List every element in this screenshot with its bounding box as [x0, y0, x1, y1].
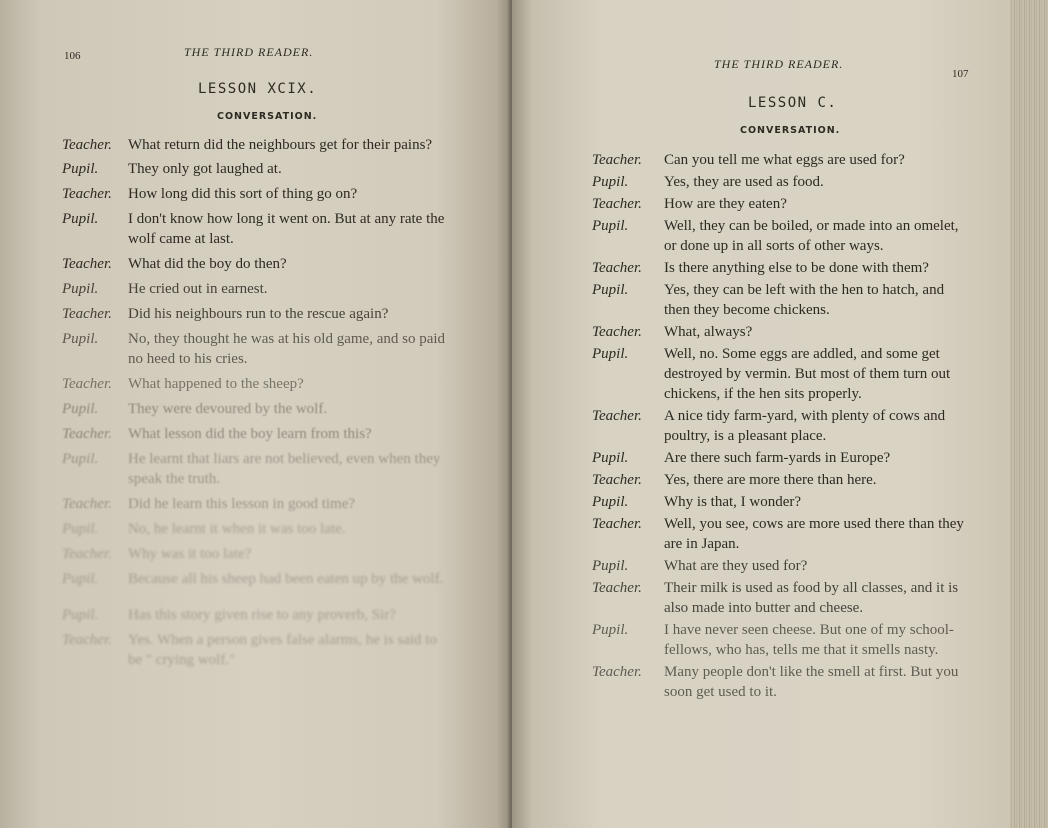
speaker-label: Pupil. [62, 211, 99, 227]
line-text: Did he learn this lesson in good time? [128, 496, 356, 512]
dialogue-line [62, 399, 452, 419]
line-text: Has this story given rise to any proverb, Sir? [128, 607, 396, 623]
line-text: Can you tell me what eggs are used for? [664, 152, 905, 168]
dialogue-list [62, 135, 452, 670]
line-text: Because all his sheep had been eaten up by the wolf. [128, 571, 444, 587]
speaker-label: Pupil. [62, 451, 99, 467]
speaker-label: Pupil. [592, 494, 629, 510]
lesson-title: LESSON XCIX. [198, 81, 318, 97]
speaker-label: Pupil. [62, 331, 99, 347]
dialogue-line [62, 449, 452, 489]
line-text: They only got laughed at. [128, 161, 282, 177]
dialogue-line [592, 578, 970, 618]
dialogue-line [62, 374, 452, 394]
line-text: Yes, they are used as food. [664, 174, 824, 190]
speaker-label: Pupil. [62, 571, 99, 587]
dialogue-line [592, 556, 970, 576]
speaker-label: Teacher. [62, 426, 112, 442]
dialogue-line [592, 172, 970, 192]
speaker-label: Teacher. [592, 196, 642, 212]
line-text: Are there such farm-yards in Europe? [664, 450, 891, 466]
lesson-subtitle: CONVERSATION. [217, 111, 318, 122]
line-text: Yes, there are more there than here. [664, 472, 877, 488]
dialogue-line [592, 492, 970, 512]
line-text: Well, you see, cows are more used there than they are in Japan. [664, 516, 964, 552]
speaker-label: Pupil. [592, 558, 629, 574]
line-text: How are they eaten? [664, 196, 787, 212]
dialogue-line [62, 159, 452, 179]
line-text: Why is that, I wonder? [664, 494, 802, 510]
dialogue-line [592, 258, 970, 278]
dialogue-line [62, 630, 452, 670]
speaker-label: Pupil. [62, 607, 99, 623]
speaker-label: Pupil. [592, 282, 629, 298]
left-page [0, 0, 512, 828]
dialogue-line [592, 194, 970, 214]
speaker-label: Teacher. [62, 546, 112, 562]
line-text: Did his neighbours run to the rescue again? [128, 306, 389, 322]
line-text: Many people don't like the smell at first. But you soon get used to it. [664, 664, 959, 700]
dialogue-line [62, 494, 452, 514]
speaker-label: Teacher. [62, 186, 112, 202]
speaker-label: Pupil. [592, 218, 629, 234]
line-text: What did the boy do then? [128, 256, 287, 272]
dialogue-list [592, 150, 970, 702]
speaker-label: Teacher. [592, 408, 642, 424]
line-text: A nice tidy farm-yard, with plenty of cows and poultry, is a pleasant place. [664, 408, 946, 444]
dialogue-line [592, 662, 970, 702]
speaker-label: Teacher. [592, 516, 642, 532]
dialogue-line [62, 329, 452, 369]
speaker-label: Teacher. [592, 324, 642, 340]
running-header: THE THIRD READER. [184, 45, 314, 59]
speaker-label: Teacher. [62, 137, 112, 153]
dialogue-line [62, 424, 452, 444]
dialogue-line [62, 184, 452, 204]
dialogue-line [592, 216, 970, 256]
speaker-label: Teacher. [592, 260, 642, 276]
line-text: Why was it too late? [128, 546, 252, 562]
dialogue-line [62, 135, 452, 155]
speaker-label: Teacher. [592, 472, 642, 488]
dialogue-line [592, 620, 970, 660]
speaker-label: Pupil. [592, 174, 629, 190]
running-header: THE THIRD READER. [714, 57, 844, 71]
line-text: What lesson did the boy learn from this? [128, 426, 372, 442]
dialogue-line [592, 322, 970, 342]
line-text: What are they used for? [664, 558, 808, 574]
dialogue-line [62, 605, 452, 625]
speaker-label: Pupil. [592, 450, 629, 466]
speaker-label: Teacher. [592, 580, 642, 596]
dialogue-line [592, 448, 970, 468]
speaker-label: Teacher. [592, 664, 642, 680]
dialogue-line [62, 304, 452, 324]
dialogue-line [62, 279, 452, 299]
speaker-label: Teacher. [592, 152, 642, 168]
line-text: What, always? [664, 324, 753, 340]
speaker-label: Pupil. [62, 401, 99, 417]
dialogue-line [592, 406, 970, 446]
dialogue-line [62, 209, 452, 249]
speaker-label: Pupil. [62, 281, 99, 297]
line-text: I don't know how long it went on. But at any rate the wolf came at last. [128, 211, 445, 247]
page-edges [1010, 0, 1048, 828]
line-text: What return did the neighbours get for their pains? [128, 137, 433, 153]
page-number: 107 [952, 68, 969, 80]
speaker-label: Teacher. [62, 496, 112, 512]
line-text: I have never seen cheese. But one of my school-fellows, who has, tells me that it smells nasty. [664, 622, 954, 658]
line-text: How long did this sort of thing go on? [128, 186, 358, 202]
line-text: What happened to the sheep? [128, 376, 304, 392]
dialogue-line [62, 519, 452, 539]
line-text: Yes, they can be left with the hen to hatch, and then they become chickens. [664, 282, 945, 318]
dialogue-line [592, 514, 970, 554]
speaker-label: Teacher. [62, 376, 112, 392]
lesson-subtitle: CONVERSATION. [740, 125, 841, 136]
speaker-label: Teacher. [62, 632, 112, 648]
dialogue-line [592, 280, 970, 320]
right-page [512, 0, 1018, 828]
speaker-label: Teacher. [62, 306, 112, 322]
line-text: Yes. When a person gives false alarms, he is said to be " crying wolf." [128, 632, 437, 668]
line-text: Their milk is used as food by all classes, and it is also made into butter and cheese. [664, 580, 959, 616]
speaker-label: Pupil. [592, 346, 629, 362]
dialogue-line [62, 254, 452, 274]
line-text: Well, no. Some eggs are addled, and some get destroyed by vermin. But most of them turn out chickens, if the hen sits properly. [664, 346, 951, 402]
line-text: Well, they can be boiled, or made into an omelet, or done up in all sorts of other ways. [664, 218, 959, 254]
page-number: 106 [64, 50, 81, 62]
dialogue-line [592, 344, 970, 404]
speaker-label: Pupil. [62, 161, 99, 177]
dialogue-line [62, 569, 452, 589]
lesson-title: LESSON C. [748, 95, 838, 111]
speaker-label: Pupil. [592, 622, 629, 638]
line-text: No, he learnt it when it was too late. [128, 521, 346, 537]
dialogue-line [592, 470, 970, 490]
dialogue-line [592, 150, 970, 170]
line-text: No, they thought he was at his old game, and so paid no heed to his cries. [128, 331, 446, 367]
speaker-label: Pupil. [62, 521, 99, 537]
dialogue-line [62, 544, 452, 564]
line-text: He learnt that liars are not believed, even when they speak the truth. [128, 451, 441, 487]
speaker-label: Teacher. [62, 256, 112, 272]
line-text: Is there anything else to be done with them? [664, 260, 929, 276]
line-text: He cried out in earnest. [128, 281, 268, 297]
line-text: They were devoured by the wolf. [128, 401, 328, 417]
